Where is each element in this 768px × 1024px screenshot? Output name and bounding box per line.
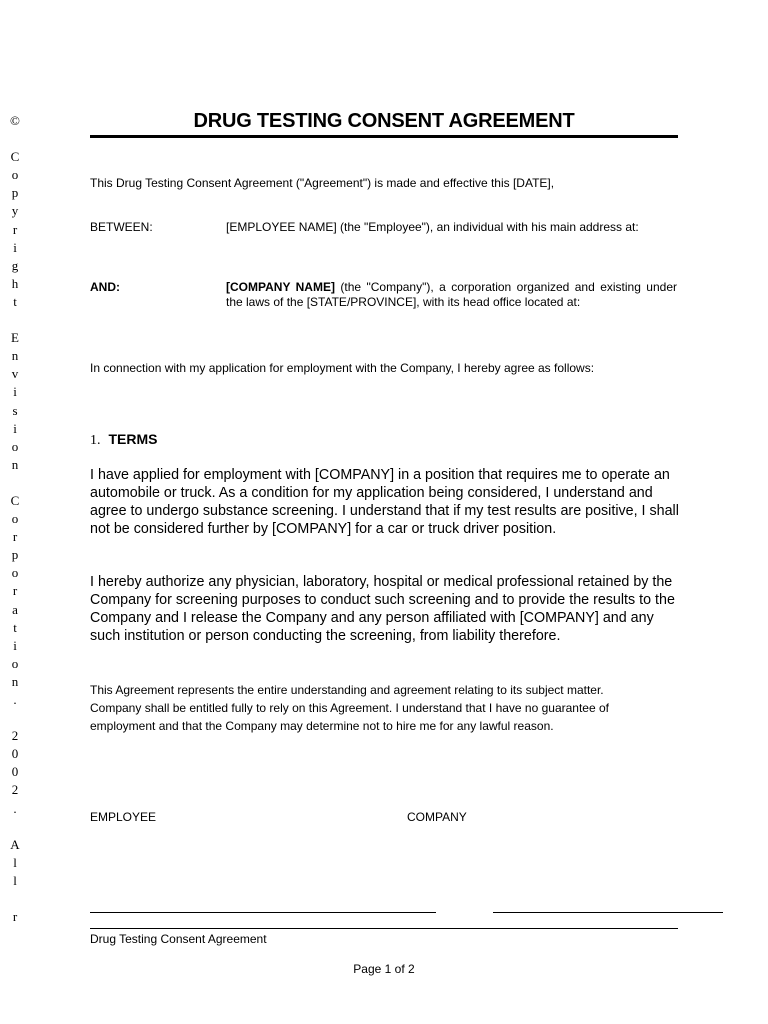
sidebar-char: h <box>11 275 19 291</box>
sidebar-char: i <box>13 239 17 255</box>
sidebar-char: l <box>13 854 17 870</box>
sidebar-char: © <box>10 113 20 128</box>
title-rule <box>90 135 678 138</box>
employee-signature-line <box>90 912 436 913</box>
sidebar-char <box>8 474 22 492</box>
sidebar-char: l <box>13 872 17 888</box>
sidebar-char: 2 <box>11 782 19 798</box>
section-number: 1. <box>90 433 101 448</box>
sidebar-char: s <box>12 402 18 418</box>
company-name-placeholder: [COMPANY NAME] <box>226 280 335 294</box>
and-label: AND: <box>90 280 120 294</box>
sidebar-char <box>8 818 22 836</box>
connection-text: In connection with my application for employment with the Company, I hereby agree as follows: <box>90 361 595 375</box>
company-signature-line <box>493 912 723 913</box>
sidebar-char: o <box>11 655 19 671</box>
sidebar-char <box>8 311 22 329</box>
sidebar-char: C <box>10 149 20 165</box>
sidebar-char: g <box>11 257 19 273</box>
sidebar-char: C <box>10 492 20 508</box>
paragraph-3: This Agreement represents the entire understanding and agreement relating to its subject matter. Company shall be entitled fully to rely on this Agreement. I understand that I have no guarantee of employment and that the Company may determine not to hire me for any lawful reason. <box>90 683 609 733</box>
page-number: Page 1 of 2 <box>353 962 415 976</box>
sidebar-char: o <box>11 565 19 581</box>
and-description: (the "Company"), a corporation organized and existing under the laws of the [STATE/PROVINCE], with its head office located at: <box>226 280 677 309</box>
sidebar-char <box>8 709 22 727</box>
paragraph-2: I hereby authorize any physician, laboratory, hospital or medical professional retained by the Company for screening purposes to conduct such screening and to provide the results to the Company and I release the Company and any person affiliated with [COMPANY] and any such institution or person conducting the screening, from liability therefore. <box>90 574 675 644</box>
employee-label: EMPLOYEE <box>90 810 157 824</box>
sidebar-char: n <box>11 348 19 364</box>
sidebar-char: . <box>13 692 17 707</box>
sidebar-char: v <box>11 366 19 382</box>
footer-rule <box>90 928 678 929</box>
sidebar-char: r <box>12 909 18 925</box>
section-title: TERMS <box>108 431 158 447</box>
sidebar-char: 0 <box>11 764 19 780</box>
section-heading <box>90 431 158 449</box>
sidebar-char: o <box>11 167 19 183</box>
sidebar-char: o <box>11 511 19 527</box>
sidebar-char <box>8 890 22 908</box>
sidebar-char: o <box>11 438 19 454</box>
document-title: DRUG TESTING CONSENT AGREEMENT <box>193 110 575 132</box>
sidebar-char: p <box>11 547 19 563</box>
sidebar-char: y <box>11 203 19 219</box>
copyright-sidebar <box>8 112 22 926</box>
footer-document-name: Drug Testing Consent Agreement <box>90 932 267 946</box>
paragraph-1: I have applied for employment with [COMPANY] in a position that requires me to operate an automobile or truck. As a condition for my application being considered, I understand and agree to undergo substance screening. I understand that if my test results are positive, I shall not be considered further by [COMPANY] for a car or truck driver position. <box>90 467 679 537</box>
sidebar-char: 0 <box>11 746 19 762</box>
intro-text: This Drug Testing Consent Agreement ("Agreement") is made and effective this [DATE], <box>90 176 555 190</box>
sidebar-char: r <box>12 583 18 599</box>
sidebar-char: E <box>11 330 19 346</box>
sidebar-char: 2 <box>11 728 19 744</box>
sidebar-char: p <box>11 185 19 201</box>
sidebar-char <box>8 130 22 148</box>
sidebar-char: i <box>13 384 17 400</box>
sidebar-char: n <box>11 456 19 472</box>
sidebar-char: . <box>13 800 17 816</box>
company-label: COMPANY <box>407 810 467 824</box>
sidebar-char: t <box>13 293 17 309</box>
and-text <box>226 280 677 310</box>
between-text: [EMPLOYEE NAME] (the "Employee"), an individual with his main address at: <box>226 220 639 234</box>
between-label: BETWEEN: <box>90 220 153 234</box>
sidebar-char: a <box>12 601 18 617</box>
sidebar-char: n <box>11 673 19 689</box>
sidebar-char: A <box>10 836 20 852</box>
sidebar-char: i <box>13 420 17 436</box>
sidebar-char: r <box>12 221 18 237</box>
sidebar-char: i <box>13 637 17 653</box>
sidebar-char: t <box>13 619 17 635</box>
sidebar-char: r <box>12 529 18 545</box>
